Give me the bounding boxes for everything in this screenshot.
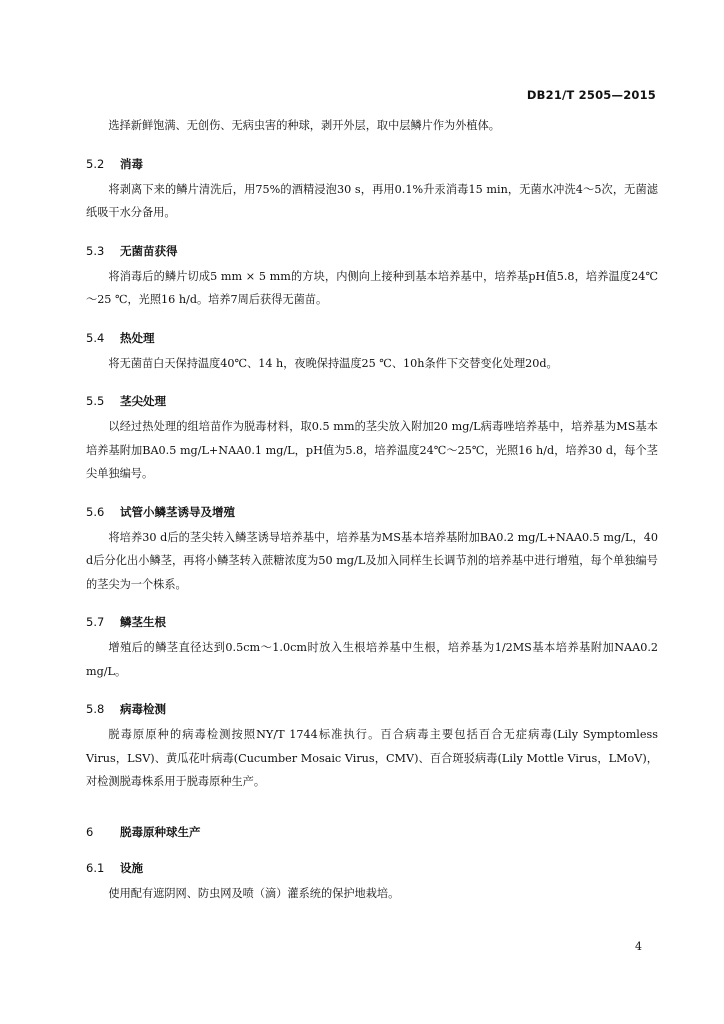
section-heading-5-6 (86, 502, 658, 522)
section-title: 脱毒原种球生产 (120, 824, 201, 839)
section-number: 5.6 (86, 504, 105, 519)
section-title: 试管小鳞茎诱导及增殖 (120, 504, 235, 519)
section-title: 热处理 (120, 330, 155, 345)
section-title: 设施 (120, 860, 143, 875)
section-number: 5.8 (86, 702, 105, 716)
paragraph: 将无菌苗白天保持温度40℃、14 h，夜晚保持温度25 ℃、10h条件下交替变化处理20d。 (108, 356, 558, 370)
paragraph: 以经过热处理的组培苗作为脱毒材料，取0.5 mm的茎尖放入附加20 mg/L病毒唑培养基中，培养基为MS基本培养基附加BA0.5 mg/L+NAA0.1 mg/L，pH值为5.8，培养温度24℃～25℃，光照16 h/d，培养30 d，每个茎尖单独编号。 (86, 420, 658, 480)
section-number: 5.5 (86, 394, 105, 408)
section-heading-5-4 (86, 328, 658, 348)
section-number: 5.2 (86, 156, 105, 171)
section-number: 6 (86, 824, 94, 839)
section-number: 6.1 (86, 860, 105, 875)
paragraph: 增殖后的鳞茎直径达到0.5cm～1.0cm时放入生根培养基中生根，培养基为1/2MS基本培养基附加NAA0.2 mg/L。 (86, 641, 658, 678)
section-heading-5-8 (86, 699, 658, 719)
section-title: 消毒 (120, 156, 143, 171)
paragraph: 将培养30 d后的茎尖转入鳞茎诱导培养基中，培养基为MS基本培养基附加BA0.2 mg/L+NAA0.5 mg/L，40 d后分化出小鳞茎，再将小鳞茎转入蔗糖浓度为50 mg/L及加入同样生长调节剂的培养基中进行增殖，每个单独编号的茎尖为一个株系。 (86, 530, 658, 591)
section-title: 茎尖处理 (120, 394, 166, 408)
section-heading-5-7 (86, 612, 658, 632)
section-heading-5-2 (86, 154, 658, 174)
paragraph: 使用配有遮阴网、防虫网及喷（滴）灌系统的保护地栽培。 (108, 886, 400, 900)
section-heading-6 (86, 822, 658, 842)
page-number: 4 (635, 940, 642, 953)
section-title: 病毒检测 (120, 702, 166, 716)
paragraph: 脱毒原原种的病毒检测按照NY/T 1744标准执行。百合病毒主要包括百合无症病毒(Lily Symptomless Virus，LSV)、黄瓜花叶病毒(Cucumber Mosaic Virus，CMV)、百合斑驳病毒(Lily Mottle Virus，LMoV)，对检测脱毒株系用于脱毒原种生产。 (86, 728, 658, 788)
paragraph: 选择新鲜饱满、无创伤、无病虫害的种球，剥开外层，取中层鳞片作为外植体。 (108, 119, 500, 132)
section-number: 5.4 (86, 330, 105, 345)
section-heading-5-3 (86, 241, 658, 261)
section-heading-5-5 (86, 391, 658, 411)
document-body (86, 114, 658, 905)
section-title: 鳞茎生根 (120, 615, 166, 629)
section-heading-6-1 (86, 858, 658, 878)
standard-code: DB21/T 2505—2015 (526, 88, 656, 102)
section-number: 5.7 (86, 615, 105, 629)
paragraph: 将消毒后的鳞片切成5 mm × 5 mm的方块，内侧向上接种到基本培养基中，培养基pH值5.8，培养温度24℃～25 ℃，光照16 h/d。培养7周后获得无菌苗。 (86, 269, 658, 306)
section-number: 5.3 (86, 243, 105, 258)
paragraph: 将剥离下来的鳞片清洗后，用75%的酒精浸泡30 s，再用0.1%升汞消毒15 min，无菌水冲洗4～5次，无菌滤纸吸干水分备用。 (86, 182, 658, 219)
section-title: 无菌苗获得 (120, 243, 178, 258)
